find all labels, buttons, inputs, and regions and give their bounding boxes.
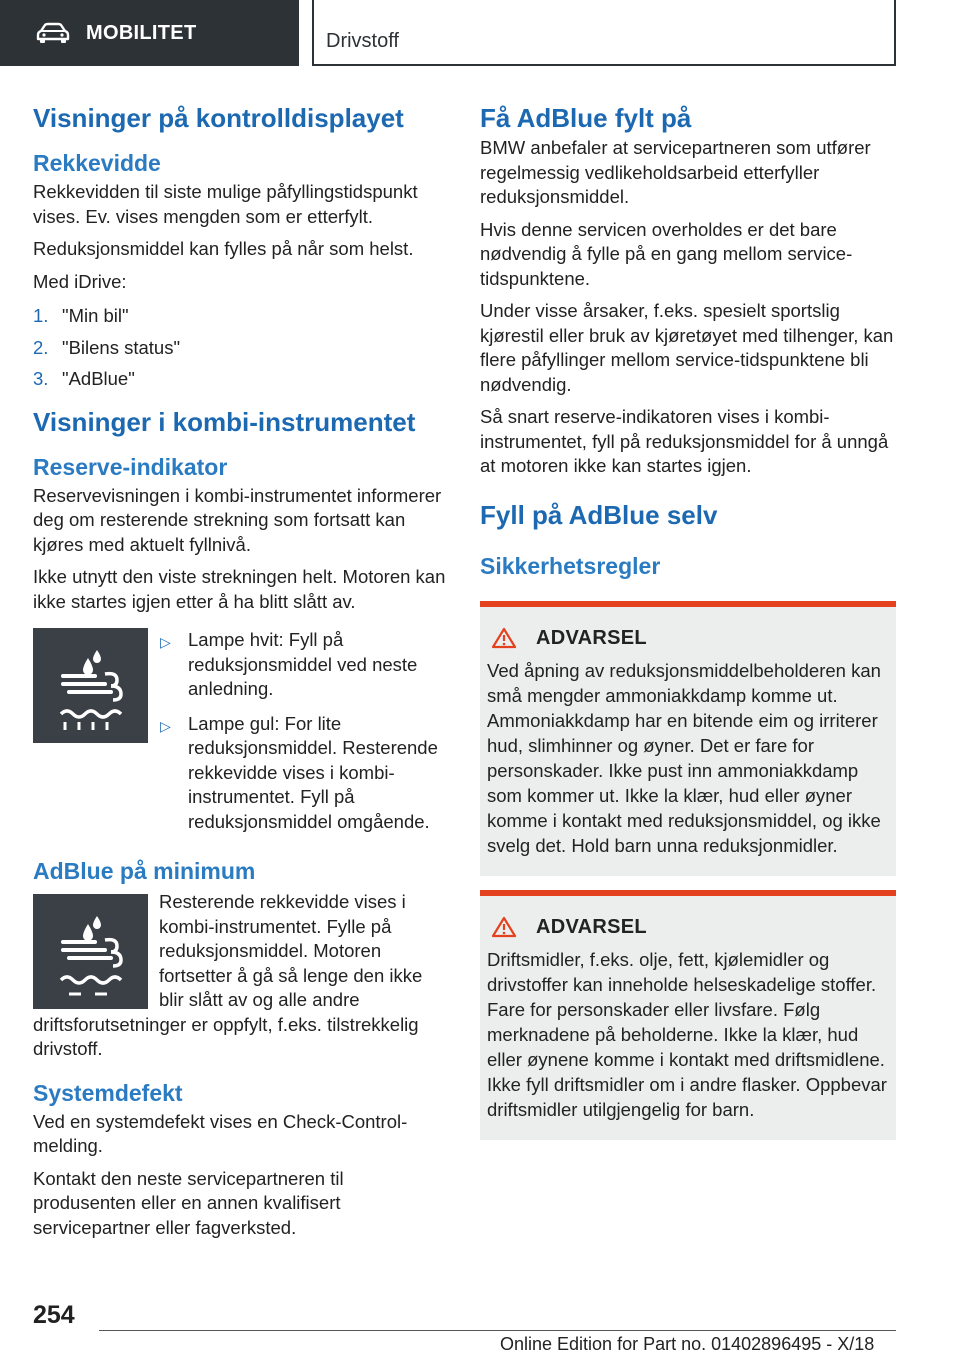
list-item: 1. "Min bil": [33, 305, 129, 326]
warning-box: [480, 890, 896, 1140]
list-item: 3. "AdBlue": [33, 368, 135, 389]
lamp-status-list: [160, 628, 451, 844]
triangle-bullet-icon: ▷: [160, 634, 171, 650]
heading-reserve-indicator: Reserve-indikator: [33, 453, 228, 480]
paragraph: Med iDrive:: [33, 270, 127, 292]
heading-get-adblue-filled: Få AdBlue fylt på: [480, 103, 692, 133]
warning-label: ADVARSEL: [536, 626, 647, 649]
list-item: ▷ Lampe hvit: Fyll på reduksjonsmiddel ved neste anledning.: [160, 628, 451, 702]
warning-label: ADVARSEL: [536, 915, 647, 938]
paragraph: Så snart reserve-indikatoren vises i kombi-instrumentet, fyll på reduksjonsmiddel for å unngå at motoren ikke kan startes igjen.: [480, 406, 889, 476]
heading-system-defect: Systemdefekt: [33, 1079, 183, 1106]
header-chapter-tab: [312, 0, 896, 66]
warning-header: [491, 916, 888, 939]
heading-fill-adblue-yourself: Fyll på AdBlue selv: [480, 499, 718, 530]
warning-triangle-icon: [491, 627, 517, 649]
header-section-tab: [0, 0, 299, 66]
paragraph: Under visse årsaker, f.eks. spesielt sportslig kjørestil eller bruk av kjøretøyet med tilhenger, kan flere påfyllinger mellom service-tidspunktene bli nødvendig.: [480, 300, 894, 395]
heading-safety-rules: Sikkerhetsregler: [480, 552, 661, 579]
paragraph: Ved en systemdefekt vises en Check-Control-melding.: [33, 1110, 408, 1156]
left-column: [33, 96, 451, 1240]
paragraph: Ikke utnytt den viste strekningen helt. Motoren kan ikke startes igjen etter å ha blitt slått av.: [33, 566, 446, 612]
paragraph: Rekkevidden til siste mulige påfyllingstidspunkt vises. Ev. vises mengden som er etterfylt.: [33, 181, 418, 227]
warning-text: Driftsmidler, f.eks. olje, fett, kjølemidler og drivstoffer kan inneholde helseskadelige stoffer. Fare for personskader eller livsfare. Følg merknadene på beholderne. Ikke la klær, hud eller øynene komme i kontakt med driftsmidlene. Ikke fyll driftsmidler om i andre flasker. Oppbevar driftsmidler utilgjengelig for barn.: [487, 948, 887, 1120]
page-number: 254: [33, 1301, 75, 1329]
footer-divider: [99, 1330, 896, 1331]
paragraph: Resterende rekkevidde vises i kombi-instrumentet. Fylle på reduksjonsmiddel. Motoren fortsetter å gå så lenge den ikke blir slått av og alle andre driftsforutsetninger er oppfylt, f.eks. tilstrekkelig drivstoff.: [33, 891, 423, 1059]
triangle-bullet-icon: ▷: [160, 717, 171, 734]
paragraph: BMW anbefaler at servicepartneren som utfører regelmessig vedlikeholdsarbeid etterfyller reduksjonsmiddel.: [480, 137, 871, 207]
list-item: ▷ Lampe gul: For lite reduksjonsmiddel. Resterende rekkevidde vises i kombi-instrumentet. Fyll på reduksjonsmiddel omgående.: [160, 712, 451, 835]
warning-header: [491, 627, 888, 650]
warning-box: [480, 601, 896, 876]
warning-triangle-icon: [491, 916, 517, 938]
car-icon: [36, 22, 70, 44]
adblue-indicator-icon: [33, 628, 148, 743]
paragraph: Reservevisningen i kombi-instrumentet informerer deg om resterende strekning som fortsatt kan kjøres med aktuelt fyllnivå.: [33, 484, 442, 555]
paragraph: Hvis denne servicen overholdes er det bare nødvendig å fylle på en gang mellom service-tidspunktene.: [480, 218, 853, 289]
list-item: 2. "Bilens status": [33, 336, 181, 358]
right-column: [480, 96, 896, 1140]
heading-instrument-cluster: Visninger i kombi-instrumentet: [33, 406, 416, 437]
reserve-indicator-block: [33, 628, 451, 844]
adblue-minimum-icon: [33, 894, 148, 1009]
paragraph: Kontakt den neste servicepartneren til produsenten eller en annen kvalifisert servicepartner eller fagverksted.: [33, 1167, 344, 1238]
warning-text: Ved åpning av reduksjonsmiddelbeholderen kan små mengder ammoniakkdamp komme ut. Ammoniakkdamp har en bitende eim og irriterer hud, slimhinner og øyner. Det er fare for personskader. Ikke pust inn ammoniakkdamp som kommer ut. Ikke la klær, hud eller øyner komme i kontakt med reduksjonsmiddel, og ikke svelg det. Hold barn unna reduksjonmidler.: [487, 659, 881, 856]
paragraph: Reduksjonsmiddel kan fylles på når som helst.: [33, 238, 414, 259]
idrive-steps: [33, 304, 451, 392]
chapter-title: Drivstoff: [326, 30, 399, 52]
heading-control-display: Visninger på kontrolldisplayet: [33, 103, 404, 133]
footer-edition: Online Edition for Part no. 01402896495 - X/18: [500, 1334, 875, 1354]
adblue-minimum-block: [33, 890, 451, 1062]
heading-adblue-minimum: AdBlue på minimum: [33, 858, 256, 884]
section-title: MOBILITET: [86, 21, 197, 44]
heading-range: Rekkevidde: [33, 150, 161, 176]
